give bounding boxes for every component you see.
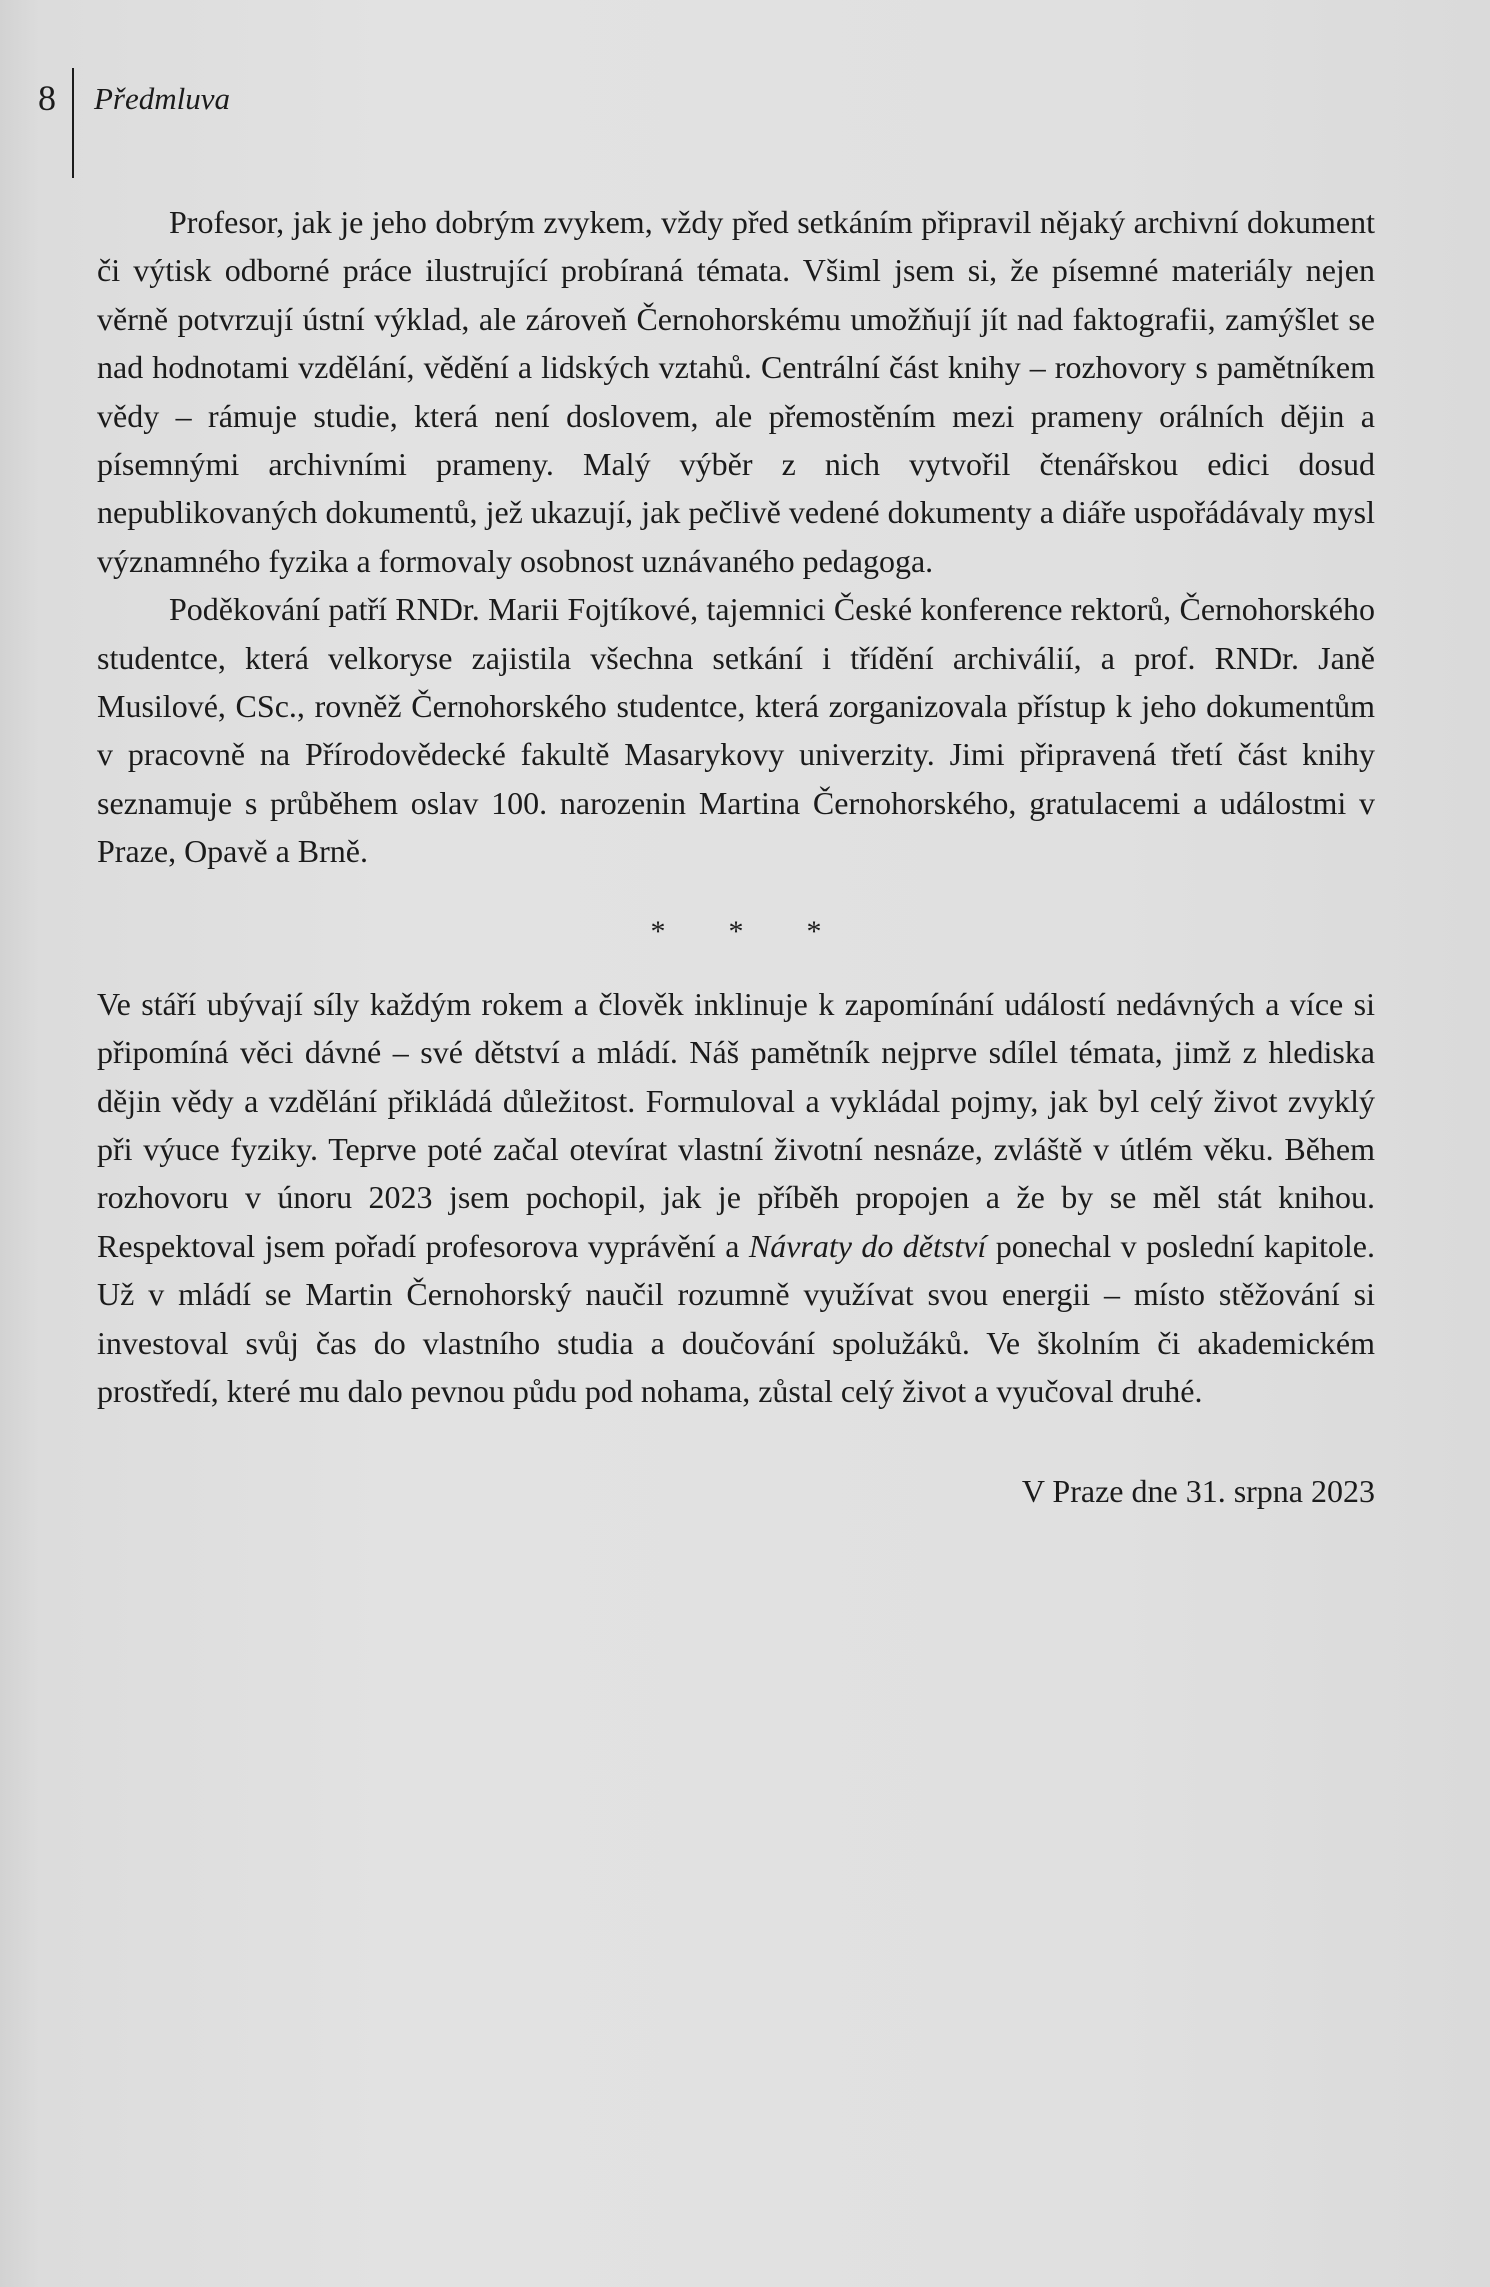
header-divider [72,68,74,178]
paragraph-3-text-a: Ve stáří ubývají síly každým rokem a člověk inklinuje k zapomínání událostí nedávných a více si připomíná věci dávné – své dětství a mládí. Náš pamětník nejprve sdílel témata, jimž z hlediska dějin vědy a vzdělání přikládá důležitost. Formuloval a vykládal pojmy, jak byl celý život zvyklý při výuce fyziky. Teprve poté začal otevírat vlastní životní nesnáze, zvláště v útlém věku. Během rozhovoru v únoru 2023 jsem pochopil, jak je příběh propojen a že by se měl stát knihou. Respektoval jsem pořadí profesorova vyprávění a [97,985,1375,1264]
asterisk-2: * [728,914,744,948]
place-date-signature: V Praze dne 31. srpna 2023 [1021,1473,1375,1510]
page-number: 8 [38,78,56,118]
running-head: Předmluva [94,81,231,116]
paragraph-3 [97,980,1375,1416]
asterisk-1: * [650,914,666,948]
section-ornament [97,876,1375,976]
body-text [97,198,1375,1515]
paragraph-3-text-b: ponechal v poslední kapitole. Už v mládí se Martin Černohorský naučil rozumně využívat svou energii – místo stěžování si investoval svůj čas do vlastního studia a doučování spolužáků. Ve školním či akademickém prostředí, které mu dalo pevnou půdu pod nohama, zůstal celý život a vyučoval druhé. [97,1227,1376,1409]
paragraph-2: Poděkování patří RNDr. Marii Fojtíkové, tajemnici České konference rektorů, Černohorského studentce, která velkoryse zajistila všechna setkání i třídění archiválií, a prof. RNDr. Janě Musilové, CSc., rovněž Černohorského studentce, která zorganizovala přístup k jeho dokumentům v pracovně na Přírodovědecké fakultě Masarykovy univerzity. Jimi připravená třetí část knihy seznamuje s průběhem oslav 100. narozenin Martina Černohorského, gratulacemi a událostmi v Praze, Opavě a Brně. [97,591,1375,870]
paragraph-1: Profesor, jak je jeho dobrým zvykem, vždy před setkáním připravil nějaký archivní dokument či výtisk odborné práce ilustrující probíraná témata. Všiml jsem si, že písemné materiály nejen věrně potvrzují ústní výklad, ale zároveň Černohorskému umožňují jít nad faktografii, zamýšlet se nad hodnotami vzdělání, vědění a lidských vztahů. Centrální část knihy – rozhovory s pamětníkem vědy – rámuje studie, která není doslovem, ale přemostěním mezi prameny orálních dějin a písemnými archivními prameny. Malý výběr z nich vytvořil čtenářskou edici dosud nepublikovaných dokumentů, jež ukazují, jak pečlivě vedené dokumenty a diáře uspořádávaly mysl významného fyzika a formovaly osobnost uznávaného pedagoga. [97,204,1375,579]
asterisk-3: * [806,914,822,948]
book-chapter-title: Návraty do dětství [748,1227,987,1264]
